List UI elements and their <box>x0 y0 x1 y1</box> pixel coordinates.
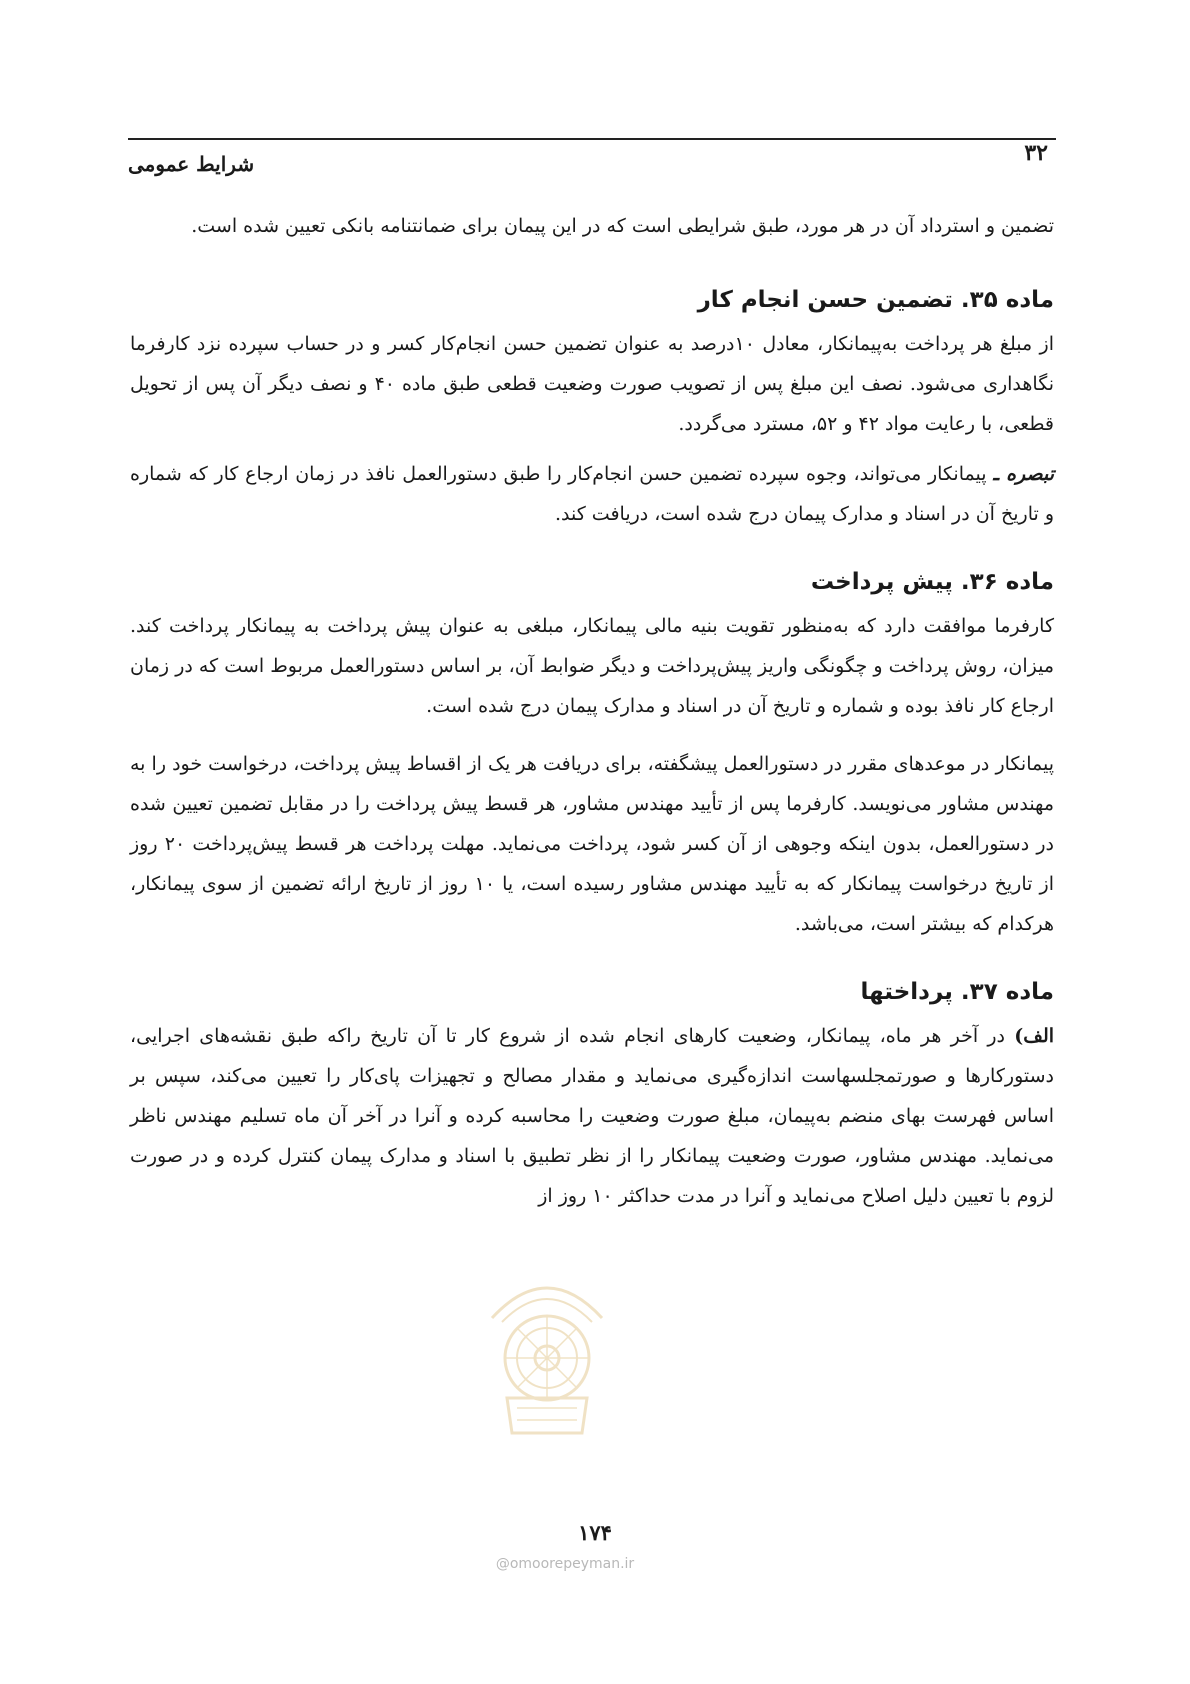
article-35-heading: ماده ۳۵. تضمین حسن انجام کار <box>697 287 1054 313</box>
article-36-paragraph-1: کارفرما موافقت دارد که به‌منظور تقویت بنیه مالی پیمانکار، مبلغی به عنوان پیش پرداخت به پیمانکار پرداخت کند. میزان، روش پرداخت و چگونگی واریز پیش‌پرداخت و دیگر ضوابط آن، بر اساس دستورالعمل مربوط است که در زمان ارجاع کار نافذ بوده و شماره و تاریخ آن در اسناد و مدارک پیمان درج شده است. <box>130 615 1054 717</box>
item-a-label: الف) <box>1014 1025 1055 1047</box>
header-section-title: شرایط عمومی <box>128 152 255 176</box>
article-35-note <box>130 454 1054 534</box>
watermark-seal-icon <box>472 1248 622 1448</box>
header-rule <box>128 138 1056 140</box>
note-text: پیمانکار می‌تواند، وجوه سپرده تضمین حسن انجام‌کار را طبق دستورالعمل نافذ در زمان ارجاع کار که شماره و تاریخ آن در اسناد و مدارک پیمان درج شده است، دریافت کند. <box>130 463 1054 525</box>
article-35-paragraph: از مبلغ هر پرداخت به‌پیمانکار، معادل ۱۰درصد به عنوان تضمین حسن انجام‌کار کسر و در حساب سپرده نزد کارفرما نگاهداری می‌شود. نصف این مبلغ پس از تصویب صورت وضعیت قطعی طبق ماده ۴۰ و نصف دیگر آن پس از تحویل قطعی، با رعایت مواد ۴۲ و ۵۲، مسترد می‌گردد. <box>130 333 1055 435</box>
page-body <box>130 206 1054 1216</box>
footer-page-number: ۱۷۴ <box>578 1520 612 1545</box>
item-a-text: در آخر هر ماه، پیمانکار، وضعیت کارهای انجام شده از شروع کار تا آن تاریخ راکه طبق نقشه‌های اجرایی، دستورکارها و صورتمجلسهاست اندازه‌گیری می‌نماید و مقدار مصالح و تجهیزات پای‌کار را تعیین می‌کند، سپس بر اساس فهرست بهای منضم به‌پیمان، مبلغ صورت وضعیت را محاسبه کرده و آنرا در آخر آن ماه تسلیم مهندس ناظر می‌نماید. مهندس مشاور، صورت وضعیت پیمانکار را از نظر تطبیق با اسناد و مدارک پیمان کنترل کرده و در صورت لزوم با تعیین دلیل اصلاح می‌نماید و آنرا در مدت حداکثر ۱۰ روز از <box>130 1025 1054 1207</box>
intro-paragraph: تضمین و استرداد آن در هر مورد، طبق شرایطی است که در این پیمان برای ضمانتنامه بانکی تعیین شده است. <box>191 215 1054 237</box>
article-36-heading: ماده ۳۶. پیش پرداخت <box>810 569 1054 595</box>
page-header <box>128 128 1056 180</box>
note-label: تبصره ـ <box>993 463 1055 485</box>
watermark-url: @omoorepeyman.ir <box>495 1556 635 1572</box>
article-37-heading: ماده ۳۷. پرداختها <box>860 979 1054 1005</box>
header-page-number: ۳۲ <box>1024 140 1048 166</box>
article-36-paragraph-2: پیمانکار در موعدهای مقرر در دستورالعمل پیشگفته، برای دریافت هر یک از اقساط پیش پرداخت، درخواست خود را به مهندس مشاور می‌نویسد. کارفرما پس از تأیید مهندس مشاور، هر قسط پیش پرداخت را در مقابل تضمین تعیین شده در دستورالعمل، بدون اینکه وجوهی از آن کسر شود، پرداخت می‌نماید. مهلت پرداخت هر قسط پیش‌پرداخت ۲۰ روز از تاریخ درخواست پیمانکار که به تأیید مهندس مشاور رسیده است، یا ۱۰ روز از تاریخ ارائه تضمین از سوی پیمانکار، هرکدام که بیشتر است، می‌باشد. <box>130 753 1054 935</box>
article-37-item-a <box>130 1016 1054 1216</box>
